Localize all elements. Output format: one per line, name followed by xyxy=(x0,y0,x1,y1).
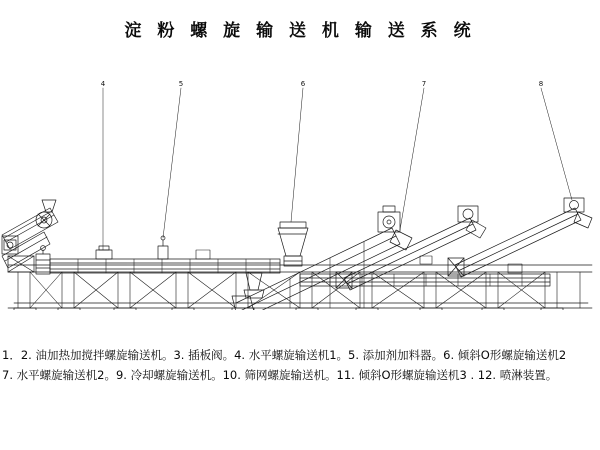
system-line-drawing xyxy=(0,60,600,310)
callout-5: 5 xyxy=(178,80,184,88)
page-title: 淀 粉 螺 旋 输 送 机 输 送 系 统 xyxy=(124,21,476,41)
callout-7: 7 xyxy=(421,80,427,88)
callout-6: 6 xyxy=(300,80,306,88)
legend-line-1: 1．2. 油加热加搅拌螺旋输送机。3. 插板阀。4. 水平螺旋输送机1。5. 添加剂加料器。6. 倾斜O形螺旋输送机2 xyxy=(2,348,567,362)
legend-line-2: 7. 水平螺旋输送机2。9. 冷却螺旋输送机。10. 筛网螺旋输送机。11. 倾斜O形螺旋输送机3 . 12. 喷淋装置。 xyxy=(2,368,558,382)
callout-4: 4 xyxy=(100,80,106,88)
legend-block xyxy=(0,345,600,385)
callout-8: 8 xyxy=(538,80,544,88)
